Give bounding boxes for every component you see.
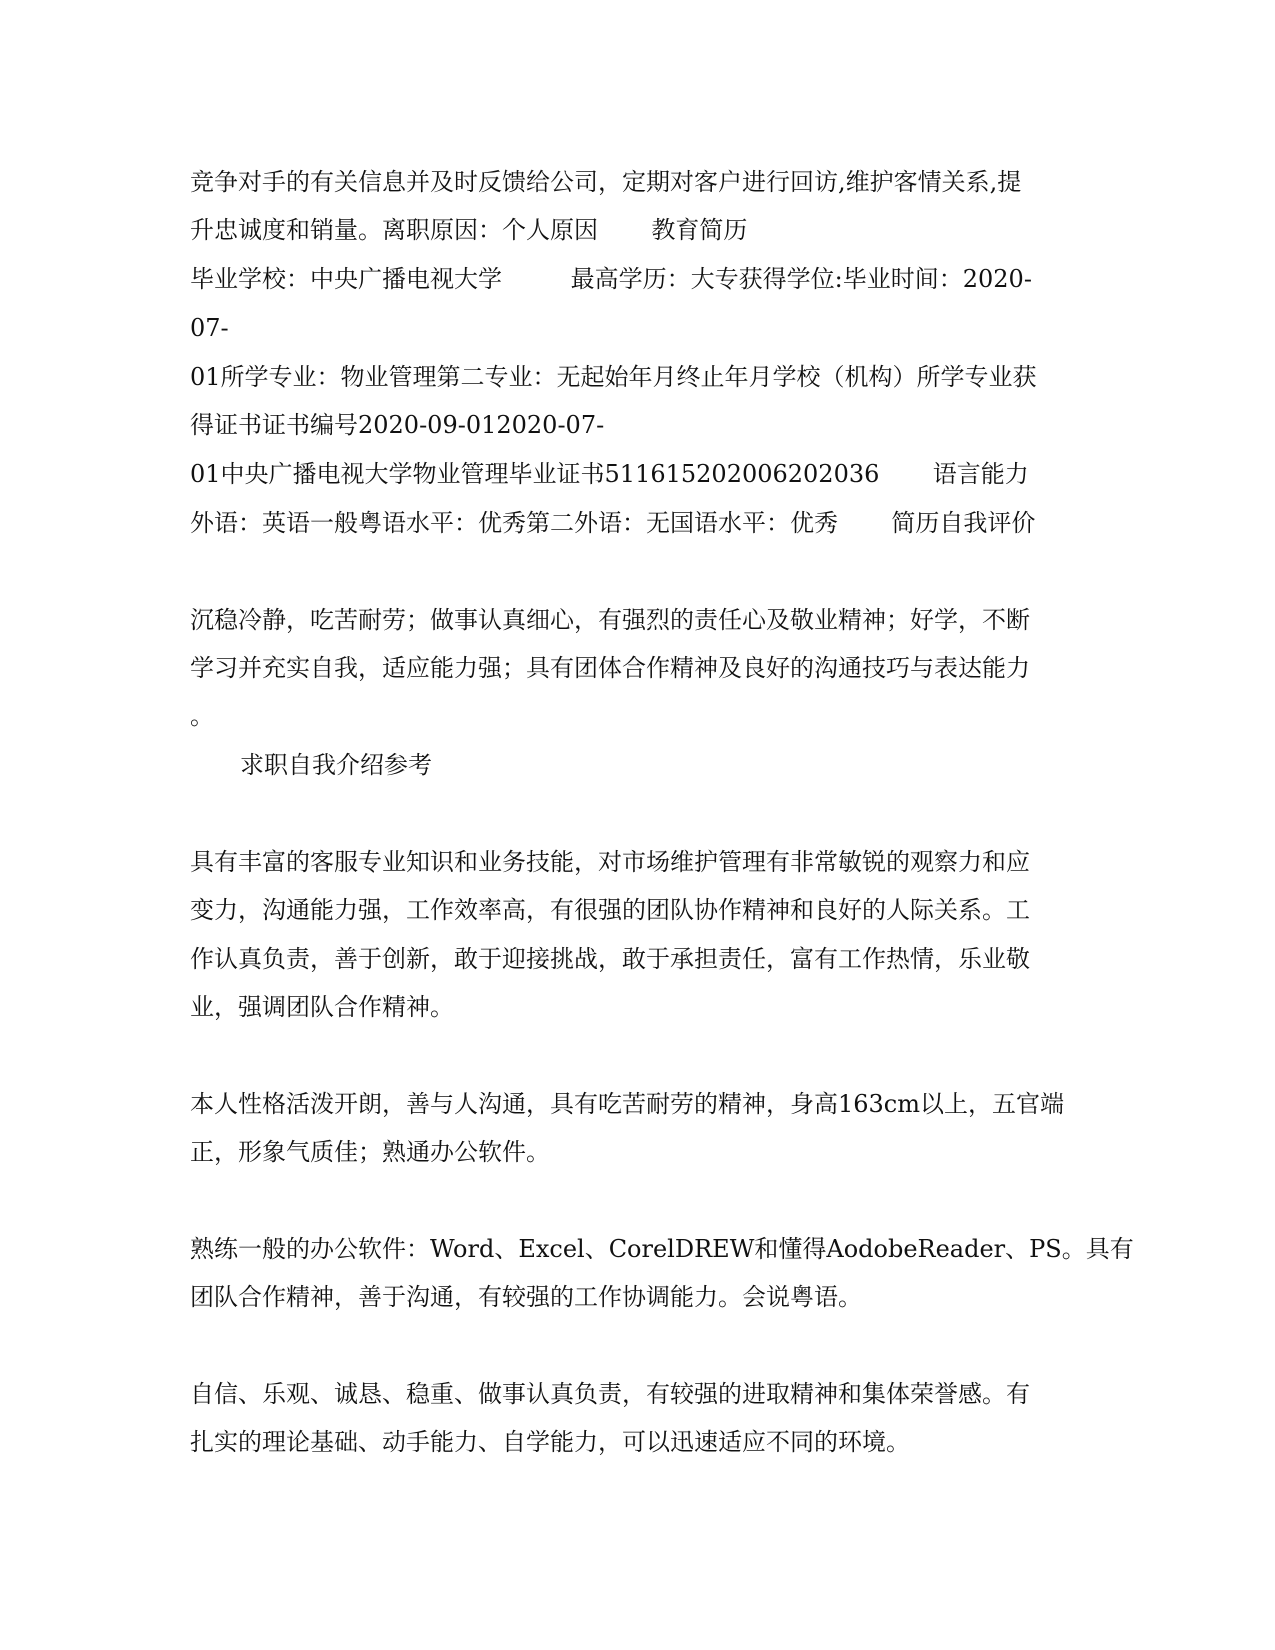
text-line: 沉稳冷静，吃苦耐劳；做事认真细心，有强烈的责任心及敬业精神；好学，不断: [190, 606, 1030, 634]
text-line: 毕业学校：中央广播电视大学 最高学历：大专获得学位:毕业时间：2020-: [190, 265, 1032, 293]
text-line: 07-: [190, 314, 229, 342]
text-line: 升忠诚度和销量。离职原因：个人原因 教育简历: [190, 216, 748, 244]
text-line: 01所学专业：物业管理第二专业：无起始年月终止年月学校（机构）所学专业获: [190, 363, 1037, 391]
text-line: 团队合作精神，善于沟通，有较强的工作协调能力。会说粤语。: [190, 1283, 862, 1311]
section-heading: 求职自我介绍参考: [240, 751, 432, 779]
text-line: 学习并充实自我，适应能力强；具有团体合作精神及良好的沟通技巧与表达能力: [190, 654, 1030, 682]
text-line: 外语：英语一般粤语水平：优秀第二外语：无国语水平：优秀 简历自我评价: [190, 509, 1036, 537]
text-line: 业，强调团队合作精神。: [190, 993, 454, 1021]
text-line: 本人性格活泼开朗，善与人沟通，具有吃苦耐劳的精神，身高163cm以上，五官端: [190, 1090, 1065, 1118]
text-line: 作认真负责，善于创新，敢于迎接挑战，敢于承担责任，富有工作热情，乐业敬: [190, 945, 1030, 973]
text-line: 变力，沟通能力强，工作效率高，有很强的团队协作精神和良好的人际关系。工: [190, 896, 1030, 924]
text-line: 得证书证书编号2020-09-012020-07-: [190, 411, 605, 439]
text-line: 扎实的理论基础、动手能力、自学能力，可以迅速适应不同的环境。: [190, 1428, 910, 1456]
text-line: 自信、乐观、诚恳、稳重、做事认真负责，有较强的进取精神和集体荣誉感。有: [190, 1380, 1030, 1408]
text-line: 。: [190, 702, 214, 730]
text-line: 具有丰富的客服专业知识和业务技能，对市场维护管理有非常敏锐的观察力和应: [190, 848, 1030, 876]
text-line: 正，形象气质佳；熟通办公软件。: [190, 1138, 550, 1166]
text-line: 熟练一般的办公软件：Word、Excel、CorelDREW和懂得AodobeReader、PS。具有: [190, 1235, 1134, 1263]
text-line: 竞争对手的有关信息并及时反馈给公司，定期对客户进行回访,维护客情关系,提: [190, 168, 1022, 196]
text-line: 01中央广播电视大学物业管理毕业证书511615202006202036 语言能力: [190, 460, 1029, 488]
